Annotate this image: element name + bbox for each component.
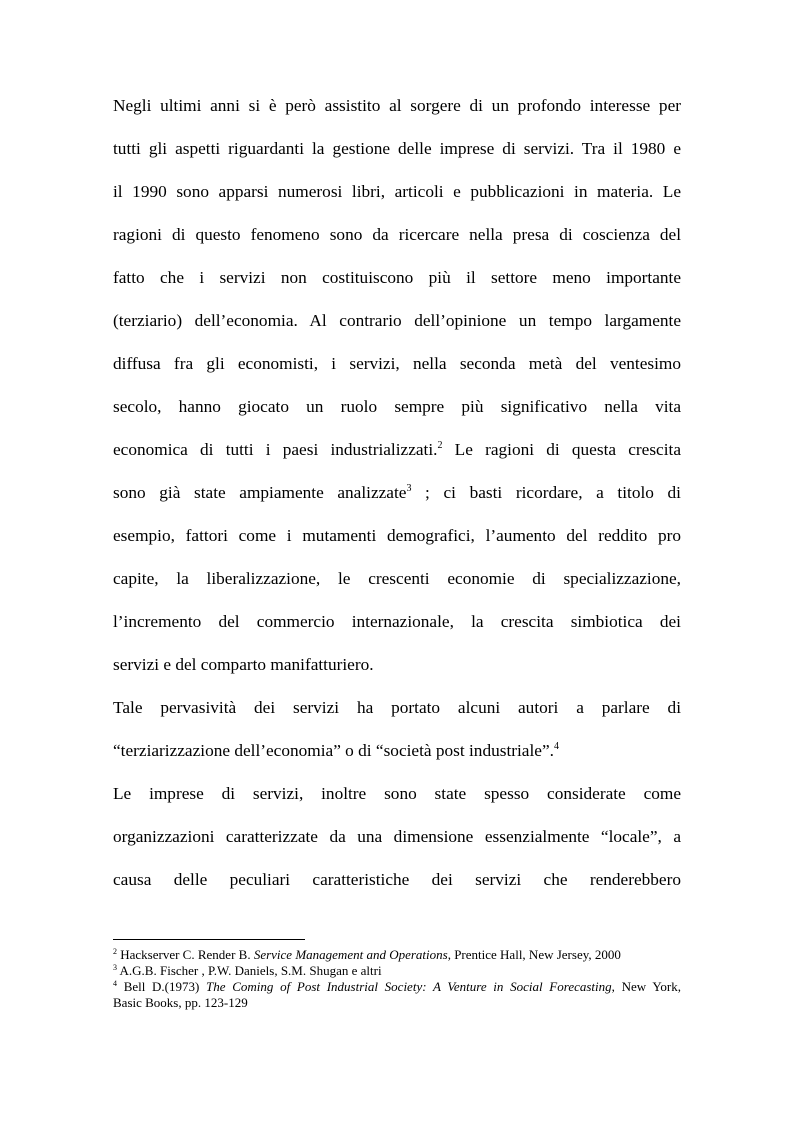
- footnote-4-place: , New York,: [611, 979, 682, 994]
- body-line-7: diffusa fra gli economisti, i servizi, nella seconda metà del ventesimo: [113, 354, 681, 373]
- body-line-17: Le imprese di servizi, inoltre sono state spesso considerate come: [113, 784, 681, 803]
- body-line-16-text: “terziarizzazione dell’economia” o di “società post industriale”.: [113, 741, 554, 760]
- footnote-4-author: Bell D.(1973): [117, 979, 207, 994]
- body-line-18: organizzazioni caratterizzate da una dimensione essenzialmente “locale”, a: [113, 827, 681, 846]
- body-line-13: l’incremento del commercio internazionale, la crescita simbiotica dei: [113, 612, 681, 631]
- footnote-ref-2: 2: [437, 440, 443, 451]
- body-line-1: Negli ultimi anni si è però assistito al sorgere di un profondo interesse per: [113, 96, 681, 115]
- body-line-9: [113, 440, 681, 460]
- body-line-10-text-cont: ; ci basti ricordare, a titolo di: [411, 483, 681, 502]
- footnote-2: [113, 947, 681, 962]
- body-line-12: capite, la liberalizzazione, le crescenti economie di specializzazione,: [113, 569, 681, 588]
- body-line-14: servizi e del comparto manifatturiero.: [113, 655, 374, 674]
- footnote-ref-3: 3: [406, 483, 412, 494]
- footnote-2-publisher: , Prentice Hall, New Jersey, 2000: [447, 947, 621, 962]
- body-line-10-text: sono già state ampiamente analizzate: [113, 483, 407, 502]
- footnote-4-number: 4: [113, 979, 117, 988]
- body-line-9-text-cont: Le ragioni di questa crescita: [442, 440, 681, 459]
- footnote-4: [113, 979, 681, 994]
- body-line-15: Tale pervasività dei servizi ha portato alcuni autori a parlare di: [113, 698, 681, 717]
- body-line-9-text: economica di tutti i paesi industrializzati.: [113, 440, 438, 459]
- footnote-ref-4: 4: [553, 741, 559, 752]
- body-line-2: tutti gli aspetti riguardanti la gestione delle imprese di servizi. Tra il 1980 e: [113, 139, 681, 158]
- body-line-19: causa delle peculiari caratteristiche dei servizi che renderebbero: [113, 870, 681, 889]
- body-line-11: esempio, fattori come i mutamenti demografici, l’aumento del reddito pro: [113, 526, 681, 545]
- footnote-2-number: 2: [113, 947, 117, 956]
- body-line-6: (terziario) dell’economia. Al contrario dell’opinione un tempo largamente: [113, 311, 681, 330]
- footnote-3-text: A.G.B. Fischer , P.W. Daniels, S.M. Shugan e altri: [117, 963, 382, 978]
- body-line-16: [113, 741, 681, 761]
- footnote-3: [113, 963, 681, 978]
- footnote-2-title: Service Management and Operations: [253, 947, 448, 962]
- footnote-4-continuation: Basic Books, pp. 123-129: [113, 995, 248, 1010]
- body-line-3: il 1990 sono apparsi numerosi libri, articoli e pubblicazioni in materia. Le: [113, 182, 681, 201]
- body-line-4: ragioni di questo fenomeno sono da ricercare nella presa di coscienza del: [113, 225, 681, 244]
- body-line-10: [113, 483, 681, 503]
- body-line-8: secolo, hanno giocato un ruolo sempre più significativo nella vita: [113, 397, 681, 416]
- footnote-3-number: 3: [113, 963, 117, 972]
- footnote-separator: [113, 939, 305, 940]
- body-line-5: fatto che i servizi non costituiscono più il settore meno importante: [113, 268, 681, 287]
- footnote-4-title: The Coming of Post Industrial Society: A Venture in Social Forecasting: [206, 979, 612, 994]
- footnote-2-authors: Hackserver C. Render B.: [117, 947, 254, 962]
